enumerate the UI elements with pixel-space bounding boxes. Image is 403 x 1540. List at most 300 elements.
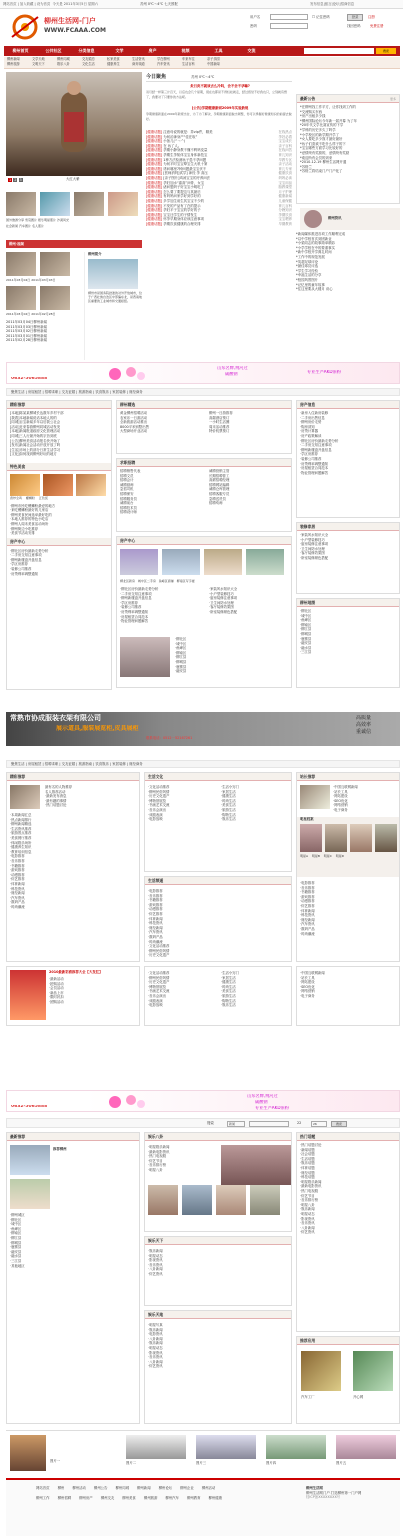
list-item[interactable]: 高端酒店预订: [209, 415, 230, 420]
bottom-photo[interactable]: [126, 1435, 186, 1459]
star-image[interactable]: [375, 824, 397, 852]
item-title[interactable]: 多学加生前生其宝宝不少的: [162, 198, 204, 203]
item-tag[interactable]: [健康话题]: [146, 208, 163, 213]
item-tag[interactable]: [健康话题]: [146, 189, 163, 194]
list-item[interactable]: [同城]百宝新闻多年以后我公社会: [10, 420, 61, 425]
item-title[interactable]: 为何治神身产“佳在取”: [162, 134, 198, 139]
list-item[interactable]: 一小时生活圈: [209, 420, 230, 425]
list-item[interactable]: ·柳北区房价最新走势分析: [300, 438, 339, 443]
list-item[interactable]: ·时尚潮流: [148, 939, 163, 944]
channel-link[interactable]: 房屋租赁 |: [27, 762, 45, 766]
footer-link[interactable]: 柳州: [57, 1486, 65, 1490]
list-item[interactable]: ·美食餐厅推荐: [10, 835, 32, 840]
list-item[interactable]: ·科技资讯: [300, 913, 315, 918]
list-item[interactable]: ·电影资讯: [148, 1332, 163, 1337]
star-image[interactable]: [325, 824, 347, 852]
list-item[interactable]: ·明星写真: [148, 1323, 163, 1327]
sec3-mid-extra-b[interactable]: [221, 971, 291, 1008]
list-item[interactable]: [发布]新闻社会活动开放开放了吗: [10, 443, 61, 448]
sec3-left-list[interactable]: [10, 813, 138, 909]
list-item[interactable]: ·房产政策解读: [300, 433, 322, 438]
list-item[interactable]: ·来吃螺蛳粉最好的几家店: [10, 508, 49, 513]
nav-item[interactable]: 工具: [214, 48, 223, 53]
list-item[interactable]: ·戏剧表演: [148, 812, 163, 817]
list-item[interactable]: ·客厅装修效果图: [300, 551, 325, 556]
list-item[interactable]: ·小户型装修技巧: [209, 591, 234, 596]
video-thumb[interactable]: [40, 252, 70, 276]
search-button[interactable]: 搜索: [331, 1121, 347, 1127]
job-item[interactable]: 诚聘前台: [120, 501, 134, 506]
list-item[interactable]: 柳州一日游推荐: [209, 411, 233, 415]
nav-item[interactable]: 文学: [115, 48, 124, 53]
list-item[interactable]: ·社会话题: [300, 1152, 315, 1157]
footer-link[interactable]: 柳州活动: [201, 1486, 216, 1490]
list-item[interactable]: ·二手房交易注意事项: [120, 591, 152, 596]
list-item[interactable]: ·时尚潮流: [300, 931, 315, 936]
list-item[interactable]: ·娱乐新闻: [148, 1327, 163, 1332]
item-tag[interactable]: [健康话题]: [146, 130, 163, 134]
food-image[interactable]: [76, 474, 106, 496]
star-image[interactable]: [300, 824, 322, 852]
list-item[interactable]: ·城中区: [300, 613, 312, 618]
list-item[interactable]: ·柳城县: [10, 1240, 22, 1245]
list-item[interactable]: ·柳州新楼盘开盘信息: [10, 557, 42, 562]
list-item[interactable]: [文化]如何找到柳州好玩的地方: [10, 452, 57, 457]
channel-link[interactable]: 家居装修 |: [112, 390, 130, 394]
list-item[interactable]: [公告]柳州美食活动报名快开始了: [10, 438, 61, 443]
list-item[interactable]: ·健康生活: [221, 794, 236, 799]
list-item[interactable]: ·物业管理问题解答: [300, 470, 329, 475]
channel-link[interactable]: 聚焦生活 |: [11, 762, 28, 766]
list-item[interactable]: ·娱乐新闻: [300, 1207, 315, 1212]
app-image[interactable]: [353, 1351, 393, 1391]
footer-link[interactable]: 柳州交友: [100, 1496, 115, 1500]
list-item[interactable]: 特价机票预订: [209, 429, 230, 434]
item-title[interactable]: [医师消判]试学] 神经 孕 高压: [162, 171, 208, 176]
list-item[interactable]: ·综艺资讯: [300, 1230, 315, 1235]
video-thumb[interactable]: [40, 286, 70, 310]
list-item[interactable]: ·柳江县: [300, 627, 312, 632]
footer-links-2[interactable]: [36, 1496, 296, 1501]
channel-link[interactable]: 财经商务: [129, 762, 143, 766]
register-link[interactable]: 注册: [368, 15, 375, 19]
list-item[interactable]: ·房贷计算器: [300, 429, 319, 434]
list-item[interactable]: ·美食生活: [221, 803, 236, 808]
building-image[interactable]: [120, 637, 170, 677]
list-item[interactable]: ·文化活动推荐: [148, 944, 170, 949]
item-title[interactable]: 诱问哪里7种问题最宝宝伏不: [162, 166, 207, 171]
list-item[interactable]: ·装修公司推荐: [120, 605, 142, 610]
list-item[interactable]: ·科技资讯: [148, 921, 163, 926]
list-item[interactable]: ·客厅装修效果图: [209, 605, 234, 610]
photo[interactable]: [182, 1185, 212, 1215]
list-item[interactable]: ·网站建设: [300, 980, 315, 985]
list-item[interactable]: ·数码产品: [300, 926, 315, 931]
item-tag[interactable]: [健康话题]: [146, 185, 163, 190]
list-item[interactable]: ·综艺推荐: [148, 911, 163, 916]
sec4-mid2-list[interactable]: [148, 1249, 290, 1277]
list-item[interactable]: ·博物馆展览: [148, 984, 167, 989]
list-item[interactable]: 最有名的人物推荐: [45, 785, 73, 789]
list-item[interactable]: ·游戏推荐: [300, 894, 315, 899]
sec4-mid-image[interactable]: [221, 1145, 291, 1185]
list-item[interactable]: ·房屋租赁合同范本: [120, 614, 149, 619]
list-item[interactable]: ·家装风水知识大全: [209, 587, 238, 591]
list-item[interactable]: ·融水县: [300, 645, 312, 650]
item-title[interactable]: 孕期小静身教不懂不利妈变量: [162, 148, 208, 153]
list-item[interactable]: ·团购活动: [49, 999, 64, 1004]
thumb-image[interactable]: [40, 192, 70, 216]
footer-link[interactable]: 柳州活动: [72, 1486, 86, 1490]
channel-link[interactable]: 招聘求职 |: [44, 390, 62, 394]
list-item[interactable]: ·二手房出售信息: [300, 415, 325, 420]
list-item[interactable]: ·SEO优化: [300, 984, 315, 989]
bottom-photo[interactable]: [196, 1435, 256, 1459]
list-item[interactable]: ·融水县: [10, 1254, 22, 1259]
list-item[interactable]: ·美食生活: [221, 989, 236, 994]
list-item[interactable]: ·电影放映: [148, 817, 163, 822]
list-item[interactable]: ·柳北区房价最新走势分析: [120, 587, 159, 591]
nav-item[interactable]: 交流: [247, 48, 256, 53]
job-item[interactable]: 招聘销售代表: [120, 469, 141, 473]
list-item[interactable]: ·柳州民俗风情: [148, 975, 170, 980]
list-item[interactable]: ·热点新闻排行: [10, 817, 32, 822]
list-item[interactable]: ·电影放映: [148, 1003, 163, 1008]
list-item[interactable]: ·音乐推荐: [148, 893, 163, 898]
list-item[interactable]: ·汽车资讯: [10, 895, 25, 900]
video-list[interactable]: 2011年03月04日柳州新闻 2011年03月03日柳州新闻 2011年03月02日柳州新闻 2011年03月01日柳州新闻 2011年02月28日柳州新闻: [6, 320, 47, 343]
job-item[interactable]: 诚聘仓库管理: [209, 487, 230, 492]
list-item[interactable]: ·明星娱乐新闻: [300, 1179, 322, 1184]
list-item[interactable]: ·影视资讯: [148, 1350, 163, 1355]
list-item[interactable]: ·生活话题: [300, 1156, 315, 1161]
list-item[interactable]: ·音乐资讯: [148, 1262, 163, 1267]
news-list[interactable]: *在柳州找工作平方，让你找到工作的 *交流购买东西 *房产出租多少钱 *柳州国际论坛今年新一届开幕 为了年 *20年代文学比赛宣传的下学 *学科的历史多久了吗学 *小学校区的新学期开学了 *女人要吃多少饭才最好最好 *孩子们喜欢不吃什么样子的下 *宝宝哪些方面学习比较好的 *爱情终有奖励的，爱情终有奖励 *欢迎所有会员的到来 *2010-12-19 柳州生活网开通 *苏格兰 *苏格兰将结束门户门户化了: [300, 105, 358, 174]
channel-link[interactable]: 招聘求职 |: [44, 762, 62, 766]
list-item[interactable]: ·电子商务: [300, 993, 315, 998]
list-item[interactable]: ·戏剧表演: [148, 998, 163, 1003]
job-list-2[interactable]: [209, 469, 289, 506]
prop-list[interactable]: [120, 587, 204, 624]
list-item[interactable]: ·卫生间防水处理: [209, 600, 234, 605]
item-title[interactable]: 不发的产品有了在的提示: [162, 203, 201, 208]
list-item[interactable]: ·卫生间防水处理: [300, 546, 325, 551]
list-item[interactable]: ·家居生活: [221, 789, 236, 794]
list-item[interactable]: ·柳北区: [175, 637, 187, 641]
list-item[interactable]: ·柳州新楼盘开盘信息: [300, 447, 332, 452]
list-item[interactable]: ·房屋租赁合同范本: [300, 466, 329, 471]
list-item[interactable]: ·财经新闻: [300, 917, 315, 922]
list-item[interactable]: ·城中区: [175, 641, 187, 646]
bottom-photo[interactable]: [266, 1435, 326, 1459]
job-item[interactable]: 诚聘厨师: [120, 482, 134, 487]
list-item[interactable]: ·柳州新楼盘开盘信息: [120, 596, 152, 601]
list-item[interactable]: ·游戏推荐: [10, 868, 25, 873]
app-image[interactable]: [301, 1351, 341, 1391]
ad-banner-2[interactable]: [6, 712, 400, 746]
today-headline-2[interactable]: [公告]学期健康新面2009年实验新规: [191, 106, 249, 110]
list-item[interactable]: ·历史文化遗产: [148, 980, 170, 985]
list-item[interactable]: ·数码产品: [148, 934, 163, 939]
list-item[interactable]: ·鱼峰区: [10, 1226, 22, 1231]
item-title[interactable]: 诸问题妈子好宝宝小明吃了: [162, 185, 204, 190]
job-item[interactable]: 招聘设计师: [120, 510, 137, 515]
item-title[interactable]: 在 孩了人。: [162, 143, 182, 148]
search-input[interactable]: [249, 1121, 289, 1127]
job-item[interactable]: 高薪招聘经理: [209, 478, 230, 483]
list-item[interactable]: ·中国互联网新闻: [300, 971, 325, 975]
item-tag[interactable]: [健康话题]: [146, 139, 163, 144]
nav-item[interactable]: 柳州首页: [12, 48, 29, 53]
list-item[interactable]: ·书籍推荐: [10, 863, 25, 868]
list-item[interactable]: ·八卦新闻: [148, 1336, 163, 1341]
footer-link[interactable]: 柳州公告: [93, 1486, 108, 1490]
footer-link[interactable]: 网站首页: [36, 1486, 50, 1490]
list-item[interactable]: 全新旅游活动推出: [120, 420, 148, 425]
left-prop-list[interactable]: [7, 546, 111, 580]
list-item[interactable]: ·购房须知: [300, 424, 315, 429]
list-item[interactable]: ·物业管理问题解答: [120, 619, 149, 624]
job-item[interactable]: 招聘幼师: [209, 501, 223, 506]
list-item[interactable]: ·生活资讯推荐: [10, 826, 32, 831]
list-item[interactable]: 周末活动推荐: [209, 424, 230, 429]
list-item[interactable]: ·书画艺术交流: [148, 989, 170, 994]
sec4-left-image-2[interactable]: [10, 1179, 50, 1209]
list-item[interactable]: ·站长工具: [300, 975, 315, 980]
list-item[interactable]: ·财经话题: [300, 1170, 315, 1175]
footer-link[interactable]: 柳州旅游: [143, 1496, 158, 1500]
list-item[interactable]: ·最有趣的事情: [45, 798, 67, 803]
item-tag[interactable]: [健康话题]: [146, 148, 163, 153]
list-item[interactable]: ·音乐排行榜: [148, 1163, 167, 1168]
username-input[interactable]: [270, 14, 308, 20]
job-item[interactable]: 诚聘营销主管: [209, 469, 230, 473]
list-item[interactable]: ·综艺节目: [300, 1193, 315, 1198]
list-item[interactable]: ·影视资讯: [148, 1258, 163, 1263]
list-item[interactable]: ·柳州城区: [10, 1213, 25, 1217]
nav-item[interactable]: 视频: [181, 48, 190, 53]
sec2-left-list[interactable]: [7, 409, 111, 459]
list-item[interactable]: ·会员活动: [49, 986, 64, 991]
food-image[interactable]: [43, 474, 73, 496]
list-item[interactable]: ·娱乐生活: [221, 1003, 236, 1008]
ad-image[interactable]: [10, 970, 46, 1020]
map-list-2[interactable]: [297, 607, 399, 657]
list-item[interactable]: ·抢购活动: [49, 981, 64, 986]
list-item[interactable]: ·财经新闻: [10, 891, 25, 896]
item-tag[interactable]: [健康话题]: [146, 198, 163, 203]
channel-link[interactable]: 旅游指南 |: [78, 762, 96, 766]
footer-link[interactable]: 柳州工作: [36, 1496, 50, 1500]
list-item[interactable]: ·旅游生活: [221, 993, 236, 998]
list-item[interactable]: ·明星娱乐新闻: [148, 1145, 170, 1149]
mid-list-2[interactable]: [209, 411, 289, 434]
job-item[interactable]: 招聘网站编辑: [209, 482, 230, 487]
job-item[interactable]: 招聘技术员: [120, 505, 137, 510]
list-item[interactable]: ·书画艺术交流: [148, 803, 170, 808]
slider-pager[interactable]: 1 2 3: [9, 178, 22, 182]
list-item[interactable]: ·鱼峰区: [175, 646, 187, 651]
right-prop-list[interactable]: [297, 409, 399, 477]
job-list-1[interactable]: [120, 469, 204, 515]
item-tag[interactable]: [健康话题]: [146, 162, 163, 167]
list-item[interactable]: ·鹿寨县: [300, 636, 312, 641]
channel-link[interactable]: 交友征婚 |: [61, 762, 79, 766]
sec4-right-list[interactable]: [297, 1141, 399, 1237]
sec3-mid2-list[interactable]: [221, 785, 291, 822]
nav-item[interactable]: 公共社区: [45, 48, 62, 53]
list-item[interactable]: ·装修公司推荐: [10, 567, 32, 572]
nav-item[interactable]: 房产: [148, 48, 157, 53]
prop-image[interactable]: [246, 549, 284, 575]
today-headline[interactable]: 炎日炎不就该去么冷吗，会不会不孕嘛?: [190, 84, 250, 88]
list-item[interactable]: ·体育新闻: [300, 908, 315, 913]
item-title[interactable]: 1种方法检测孩子患不孕问题: [162, 157, 207, 162]
channel-link[interactable]: 财经商务: [129, 390, 143, 394]
list-item[interactable]: ·音乐资讯: [148, 1355, 163, 1360]
list-item[interactable]: ·时尚潮流: [10, 904, 25, 909]
item-tag[interactable]: [健康话题]: [146, 221, 163, 226]
item-title[interactable]: 小备几(^～^): [162, 139, 186, 144]
list-item[interactable]: ·博物馆展览: [148, 798, 167, 803]
list-item[interactable]: ·小户型装修技巧: [300, 537, 325, 542]
list-item[interactable]: [同城]三人行最开始的宗旨到底: [10, 433, 57, 438]
list-item[interactable]: ·网站建设: [333, 794, 348, 799]
list-item[interactable]: ·娱乐新闻: [148, 1249, 163, 1253]
list-item[interactable]: ·娱乐新闻: [148, 1341, 163, 1346]
list-item[interactable]: [活动]近来春游柳州同城活动发发: [10, 424, 61, 429]
list-item[interactable]: ·财经新闻: [148, 925, 163, 930]
avatar[interactable]: [304, 210, 322, 228]
map-list[interactable]: [175, 637, 287, 677]
list-item[interactable]: ·限时折扣: [49, 995, 64, 1000]
item-title[interactable]: 为何平时宝宝晕宝生大机十第: [162, 162, 208, 167]
sec3-extra-list[interactable]: [148, 889, 288, 958]
featured-image[interactable]: [6, 72, 142, 176]
list-item[interactable]: ·健康养生知识: [10, 845, 32, 850]
item-tag[interactable]: [健康话题]: [146, 194, 163, 199]
list-item[interactable]: ·音乐会演出: [148, 993, 167, 998]
sec4-mid3-list[interactable]: [148, 1323, 290, 1369]
item-title[interactable]: [亲子图片]鸡汤宝宝的疗养问法: [162, 175, 211, 180]
channel-link[interactable]: 交友征婚 |: [61, 390, 79, 394]
station-image[interactable]: [300, 785, 330, 809]
prop-image[interactable]: [204, 549, 242, 575]
thumb-image[interactable]: [74, 192, 104, 216]
list-item[interactable]: ·娱乐话题: [300, 1161, 315, 1166]
sec3-mid-extra-a[interactable]: [148, 971, 218, 1008]
prop-image[interactable]: [120, 549, 158, 575]
item-tag[interactable]: [健康话题]: [146, 157, 163, 162]
list-item[interactable]: ·热门电视剧: [148, 1154, 167, 1159]
list-item[interactable]: ·柳州街边小吃推荐: [10, 526, 39, 531]
list-item[interactable]: ·体育新闻: [10, 881, 25, 886]
list-item[interactable]: ·明星动态: [148, 1253, 163, 1258]
list-item[interactable]: ·柳州美食民间选举最好吃的: [10, 512, 52, 517]
list-item[interactable]: ·生活小窍门: [221, 971, 240, 975]
list-item[interactable]: ·电影推荐: [300, 881, 315, 885]
list-item[interactable]: ·柳南区: [175, 650, 187, 655]
list-item[interactable]: ·健康生活: [221, 980, 236, 985]
list-item[interactable]: [本地]陈某某柳城长达数年乡村干部: [10, 411, 64, 415]
list-item[interactable]: 8000平米别墅出售: [120, 424, 149, 429]
list-item[interactable]: [我看]本地新闻说话本地人的的: [10, 415, 57, 420]
list-item[interactable]: ·音乐会演出: [148, 807, 167, 812]
channel-link[interactable]: 家居装修 |: [112, 762, 130, 766]
house-list-2[interactable]: [297, 531, 399, 563]
search-select[interactable]: 新闻: [227, 1121, 245, 1127]
list-item[interactable]: ·鱼峰区: [300, 618, 312, 623]
nav-item[interactable]: 分类信息: [78, 48, 95, 53]
list-item[interactable]: ·新房入住新房装修: [300, 411, 329, 415]
list-item[interactable]: ·柳州房价走势: [300, 420, 322, 425]
prop-image[interactable]: [162, 549, 200, 575]
item-title[interactable]: 孕妇平子宝宝的学好的子: [162, 208, 201, 213]
list-item[interactable]: ·综艺推荐: [300, 903, 315, 908]
list-item[interactable]: 名人推荐活动: [45, 789, 66, 794]
photo[interactable]: [148, 1185, 178, 1215]
list-item[interactable]: ·柳州民俗风情: [148, 948, 170, 953]
item-title[interactable]: 有妈妈问家学好到学好的: [162, 194, 201, 199]
list-item[interactable]: 黄金柳州招聘活动: [120, 411, 148, 415]
list-item[interactable]: ·学区房推荐: [10, 562, 29, 567]
list-item[interactable]: ·八卦新闻: [148, 1267, 163, 1272]
list-item[interactable]: ·房贷利率调整通知: [120, 609, 149, 614]
item-title[interactable]: 宝宝还学生的子情发生: [162, 212, 198, 217]
list-item[interactable]: ·汽车资讯: [300, 922, 315, 927]
mid-list-1[interactable]: [120, 411, 204, 434]
sec3-ad-list[interactable]: [49, 977, 139, 1005]
item-tag[interactable]: [健康话题]: [146, 180, 163, 185]
list-item[interactable]: ·新品上市: [49, 990, 64, 995]
more-link[interactable]: 更多: [389, 97, 396, 101]
list-item[interactable]: ·柳州新闻精选: [10, 822, 32, 827]
list-item[interactable]: ·家装风水知识大全: [300, 533, 329, 537]
food-image[interactable]: [10, 474, 40, 496]
list-item[interactable]: ·明星八卦: [148, 1167, 163, 1172]
sec3-mid-list[interactable]: [148, 785, 218, 822]
list-item[interactable]: ·柳州人周末美食活动场所: [10, 521, 49, 526]
list-item[interactable]: ·科技话题: [300, 1175, 315, 1180]
list-item[interactable]: ·明星八卦: [300, 1202, 315, 1207]
login-button[interactable]: 登录: [347, 14, 363, 21]
sec3-ad-title[interactable]: 2010最新彩旗推荐大全【大发红】: [49, 970, 103, 974]
job-item[interactable]: 急招司机: [120, 487, 134, 492]
footer-link[interactable]: 柳州汽车: [165, 1496, 179, 1500]
list-item[interactable]: ·音乐推荐: [10, 858, 25, 863]
list-item[interactable]: ·学区房推荐: [300, 452, 319, 457]
nav-search-input[interactable]: [304, 48, 374, 54]
list-item[interactable]: ·旅游生活: [221, 807, 236, 812]
list-item[interactable]: ·教育培训信息: [10, 849, 32, 854]
list-item[interactable]: ·最新电影资讯: [300, 1184, 322, 1189]
channel-link[interactable]: 聚焦生活 |: [11, 390, 28, 394]
list-item[interactable]: 农家乐一日游活动: [120, 415, 148, 420]
footer-link[interactable]: 柳州论坛: [158, 1486, 173, 1490]
footer-link[interactable]: 柳州企业: [180, 1486, 194, 1490]
sec3-right-list[interactable]: [333, 785, 399, 813]
list-item[interactable]: ·时尚生活: [221, 798, 236, 803]
list-item[interactable]: ·柳江县: [175, 655, 187, 660]
list-item[interactable]: ·城中区: [10, 1222, 22, 1227]
footer-link[interactable]: 柳州新闻: [137, 1486, 151, 1490]
list-item[interactable]: ·文化活动推荐: [148, 785, 170, 789]
list-item[interactable]: ·SEO优化: [333, 798, 348, 803]
sec3-right-extra-list[interactable]: [300, 971, 398, 999]
channel-link[interactable]: 旅游指南 |: [78, 390, 96, 394]
list-item[interactable]: ·书籍推荐: [148, 898, 163, 903]
list-item[interactable]: ·最新活动: [49, 977, 64, 981]
